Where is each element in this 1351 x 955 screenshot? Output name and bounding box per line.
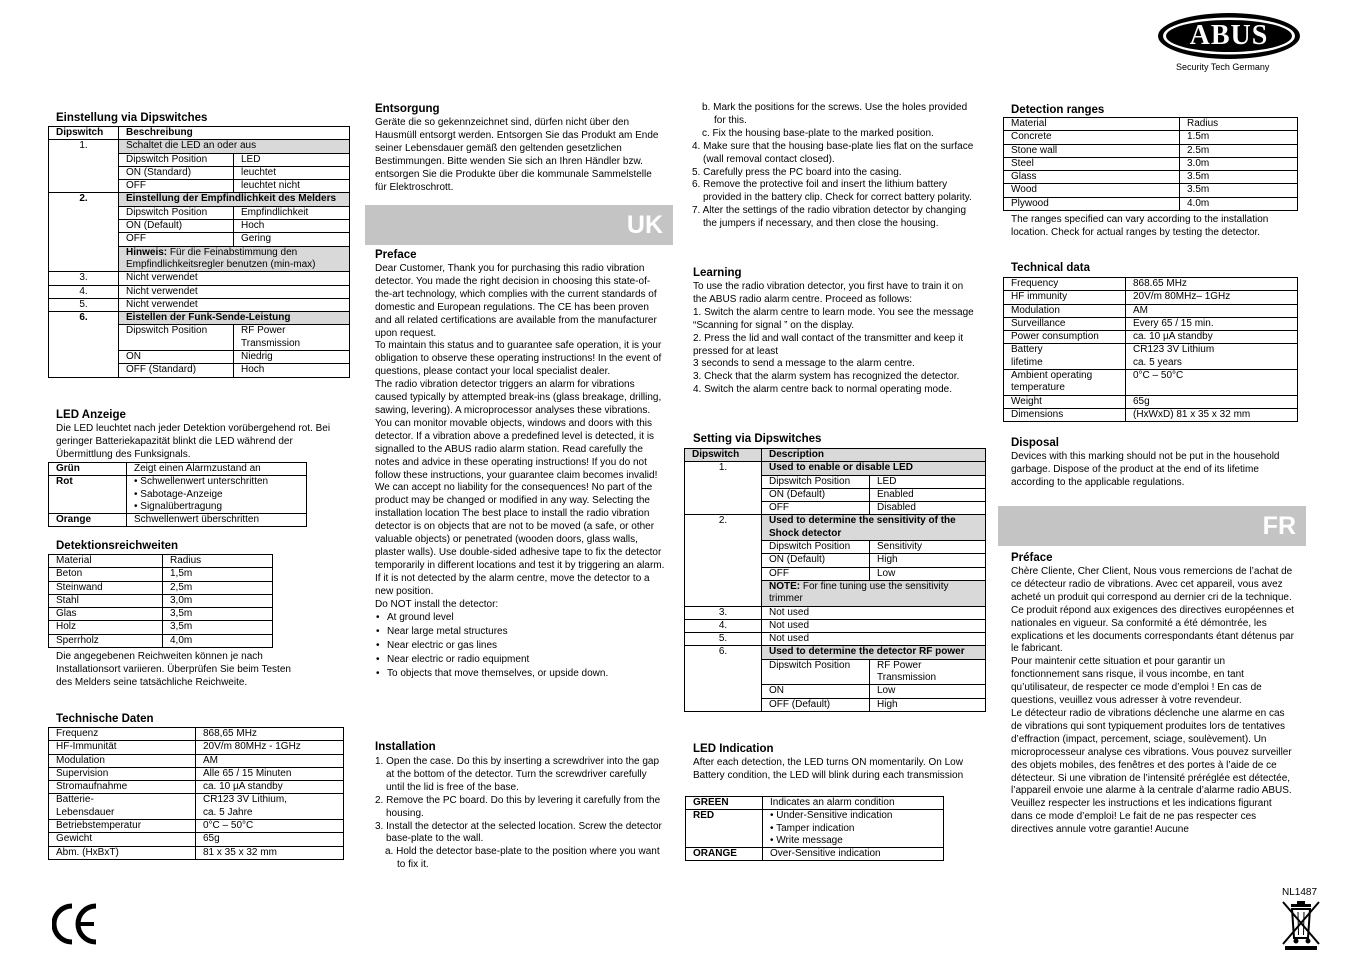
led-line: • Tamper indication <box>770 822 855 834</box>
table-cell: 20V/m 80MHz - 1GHz <box>196 741 344 754</box>
list-item: 6. Remove the protective foil and insert the lithium battery provided in the battery clip. Check for correct battery polarity. <box>692 179 972 204</box>
table-row <box>1004 304 1298 317</box>
table-cell: Every 65 / 15 min. <box>1126 317 1298 330</box>
preface-body-fr <box>1011 566 1296 837</box>
preface-title-uk: Preface <box>375 249 417 261</box>
table-cell: Material <box>1004 118 1180 131</box>
learning-title: Learning <box>693 267 742 279</box>
led-line: • Schwellenwert unterschritten <box>134 476 269 488</box>
crossed-bin-icon <box>1279 898 1323 950</box>
table-row <box>49 794 344 820</box>
table-row <box>1004 331 1298 344</box>
cell: LED <box>870 475 986 488</box>
learn-line: 1. Switch the alarm centre to learn mode. You see the message “Scanning for signal ” on the display. <box>693 306 974 331</box>
table-cell: Supervision <box>49 767 196 780</box>
th-dipswitch: Dipswitch <box>49 127 119 140</box>
table-cell: HF-Immunität <box>49 741 196 754</box>
cell: OFF <box>762 502 870 515</box>
preface-fr-p2: Pour maintenir cette situation et pour garantir un fonctionnement sans risque, il vous incombe, en tant qu’utilisateur, de respecter ce mode d’emploi ! En cas de questions, veuillez vous adresser à votre revendeur. <box>1011 656 1262 707</box>
dip-row: Einstellung der Empfindlichkeit des Melders <box>119 193 350 206</box>
table-cell: 3.0m <box>1180 157 1298 170</box>
install-title-uk: Installation <box>375 741 436 753</box>
table-cell: AM <box>196 754 344 767</box>
cell: ON (Default) <box>762 554 870 567</box>
cell: Grün <box>49 463 127 476</box>
cell: leuchtet <box>234 166 350 179</box>
dip-row: Not used <box>762 633 986 646</box>
dip-title-uk: Setting via Dipswitches <box>693 433 822 445</box>
cell: High <box>870 554 986 567</box>
table-cell: 81 x 35 x 32 mm <box>196 846 344 859</box>
abus-brand: ABUS <box>1189 20 1269 51</box>
table-cell: Sperrholz <box>49 634 163 647</box>
table-cell: 0°C – 50°C <box>1126 370 1298 396</box>
list-item: • To objects that move themselves, or upside down. <box>375 668 665 681</box>
cell: ON (Standard) <box>119 166 234 179</box>
dip-row: Schaltet die LED an oder aus <box>119 140 350 153</box>
table-row <box>1004 370 1298 396</box>
list-item: 4. Make sure that the housing base-plate lies flat on the surface (wall removal contact closed). <box>692 140 974 165</box>
preface-fr-p1: Chère Cliente, Cher Client, Nous vous remercions de l’achat de ce détecteur radio de vibrations. Avec cet appareil, vous avez acheté un produit qui correspond au dernier cri de la technique. Ce produit répond aux exigences des directives européennes et nationales en vigueur. Sa conformité a été démontrée, les explications et les documents correspondants étant détenus par le fabricant. <box>1011 566 1294 655</box>
table-cell: Alle 65 / 15 Minuten <box>196 767 344 780</box>
table-cell: Power consumption <box>1004 331 1126 344</box>
doc-code: NL1487 <box>1282 887 1318 898</box>
table-row <box>49 634 273 647</box>
range-table-uk <box>1003 117 1298 211</box>
table-row <box>49 820 344 833</box>
list-item: c. Fix the housing base-plate to the marked position. <box>702 127 934 139</box>
table-cell: Gewicht <box>49 833 196 846</box>
dip-num: 5. <box>685 633 762 646</box>
th-description: Description <box>762 449 986 462</box>
range-note-uk: The ranges specified can vary according to the installation location. Check for actual ranges by testing the detector. <box>1011 214 1269 238</box>
list-item: 1. Open the case. Do this by inserting a screwdriver into the gap at the bottom of the detector. Turn the screwdriver carefully until the lid is free of the base. <box>375 756 660 793</box>
cell: OFF <box>119 180 234 193</box>
cell: Dipswitch Position <box>762 541 870 554</box>
table-cell: Stone wall <box>1004 144 1180 157</box>
range-title-uk: Detection ranges <box>1011 104 1105 116</box>
table-row <box>1004 278 1298 291</box>
table-cell: 1.5m <box>1180 131 1298 144</box>
cell: Low <box>870 685 986 698</box>
ce-mark-icon <box>52 902 98 946</box>
table-cell: Betriebstemperatur <box>49 820 196 833</box>
table-cell: Abm. (HxBxT) <box>49 846 196 859</box>
cell: ON (Default) <box>762 488 870 501</box>
table-row <box>1004 157 1298 170</box>
table-cell: 0°C – 50°C <box>196 820 344 833</box>
table-cell: ca. 10 µA standby <box>196 781 344 794</box>
list-item: 7. Alter the settings of the radio vibration detector by changing the jumpers if necessary, and then close the housing. <box>692 205 967 230</box>
dip-num: 4. <box>49 285 119 298</box>
preface-p2: To maintain this status and to guarantee safe operation, it is your obligation to observe these operating instructions! In the event of questions, please contact your local specialist dealer. <box>375 340 662 378</box>
table-row <box>1004 118 1298 131</box>
dip-row: Not used <box>762 606 986 619</box>
dip-num: 3. <box>49 272 119 285</box>
dip-row: Used to determine the sensitivity of the Shock detector <box>762 515 986 541</box>
cell: Orange <box>49 514 127 527</box>
led-text-uk: After each detection, the LED turns ON momentarily. On Low Battery condition, the LED will blink during each transmission <box>693 757 964 781</box>
preface-fr-p4: Veuillez respecter les instructions et les indications figurant dans ce mode d’emploi! Le fait de ne pas respecter ces directives annule votre garantie! Aucune <box>1011 798 1272 836</box>
table-cell: 2,5m <box>163 581 273 594</box>
tech-table-de <box>48 727 344 860</box>
table-row <box>1004 184 1298 197</box>
dip-row: Used to enable or disable LED <box>762 462 986 475</box>
dip-row: Nicht verwendet <box>119 272 350 285</box>
cell: ON (Default) <box>119 220 234 233</box>
disposal-text-uk: Devices with this marking should not be put in the household garbage. Dispose of the product at the end of its lifetime according to the applicable regulations. <box>1011 451 1280 488</box>
table-cell: Dimensions <box>1004 408 1126 421</box>
disp-text-de: Geräte die so gekennzeichnet sind, dürfen nicht über den Hausmüll entsorgt werden. Entsorgen Sie das Produkt am Ende seiner Lebensdauer gemäß den geltenden gesetzlichen Bestimmungen. Bitte wenden Sie sich an Ihren Händler bzw. entsorgen Sie die Produkte über die kommunale Sammelstelle für Elektroschrott. <box>375 117 659 193</box>
dip-num: 1. <box>685 462 762 515</box>
cell: Dipswitch Position <box>119 153 234 166</box>
list-item: • Near large metal structures <box>375 626 665 639</box>
table-cell: Steel <box>1004 157 1180 170</box>
table-cell: ca. 10 µA standby <box>1126 331 1298 344</box>
table-row <box>49 846 344 859</box>
cell: Hoch <box>234 220 350 233</box>
cell: Sensitivity <box>870 541 986 554</box>
cell: ON <box>119 351 234 364</box>
install-steps-cont <box>692 102 977 231</box>
led-table-de <box>48 462 307 527</box>
cell: Enabled <box>870 488 986 501</box>
cell: Disabled <box>870 502 986 515</box>
led-title-de: LED Anzeige <box>56 409 126 421</box>
cell: Indicates an alarm condition <box>763 797 944 810</box>
table-row <box>49 568 273 581</box>
table-cell: CR123 3V Lithium ca. 5 years <box>1126 344 1298 370</box>
table-cell: Wood <box>1004 184 1180 197</box>
table-cell: Radius <box>163 555 273 568</box>
table-row <box>49 741 344 754</box>
table-cell: Material <box>49 555 163 568</box>
cell: Dipswitch Position <box>119 206 234 219</box>
note-text: For fine tuning use the sensitivity trimmer <box>769 580 949 605</box>
learn-line: 2. Press the lid and wall contact of the transmitter and keep it pressed for at least <box>693 332 964 357</box>
table-cell: Concrete <box>1004 131 1180 144</box>
table-cell: Ambient operating temperature <box>1004 370 1126 396</box>
dip-row: Used to determine the detector RF power <box>762 646 986 659</box>
table-cell: 4,0m <box>163 634 273 647</box>
led-text-de: Die LED leuchtet nach jeder Detektion vorübergehend rot. Bei geringer Batteriekapazität blinkt die LED während der Übermittlung des Funksignals. <box>56 423 331 460</box>
cell: OFF (Default) <box>762 698 870 711</box>
list-item: b. Mark the positions for the screws. Use the holes provided for this. <box>702 102 968 126</box>
dip-num: 4. <box>685 619 762 632</box>
dip-row: Nicht verwendet <box>119 298 350 311</box>
table-cell: Battery lifetime <box>1004 344 1126 370</box>
led-line: • Signalübertragung <box>134 500 223 512</box>
dip-num: 6. <box>685 646 762 711</box>
cell: Zeigt einen Alarmzustand an <box>127 463 307 476</box>
dip-row: Not used <box>762 619 986 632</box>
cell: ON <box>762 685 870 698</box>
cell: OFF <box>762 567 870 580</box>
table-cell: Glass <box>1004 171 1180 184</box>
cell: Low <box>870 567 986 580</box>
list-item: • Near electric or gas lines <box>375 640 665 653</box>
disposal-title-uk: Disposal <box>1011 437 1059 449</box>
table-cell: Frequenz <box>49 728 196 741</box>
cell: OFF <box>119 233 234 246</box>
table-cell: Batterie- Lebensdauer <box>49 794 196 820</box>
table-row <box>49 594 273 607</box>
tech-table-uk <box>1003 277 1298 422</box>
table-cell: 868.65 MHz <box>1126 278 1298 291</box>
cell: Dipswitch Position <box>762 475 870 488</box>
table-cell: Radius <box>1180 118 1298 131</box>
tech-title-de: Technische Daten <box>56 713 154 725</box>
table-cell: 3.5m <box>1180 184 1298 197</box>
range-title-de: Detektionsreichweiten <box>56 540 179 552</box>
preface-p4: Do NOT install the detector: <box>375 598 499 610</box>
bullet-list <box>375 612 665 681</box>
table-row <box>49 608 273 621</box>
preface-title-fr: Préface <box>1011 552 1053 564</box>
hint-text: Für die Feinabstimmung den Empfindlichkeitsregler benutzen (min-max) <box>126 246 316 270</box>
table-cell: CR123 3V Lithium, ca. 5 Jahre <box>196 794 344 820</box>
dip-row: Nicht verwendet <box>119 285 350 298</box>
table-row <box>49 754 344 767</box>
table-cell: Holz <box>49 621 163 634</box>
table-cell: Steinwand <box>49 581 163 594</box>
cell: Hoch <box>234 364 350 377</box>
install-steps <box>375 756 665 872</box>
led-title-uk: LED Indication <box>693 743 774 755</box>
table-row <box>49 581 273 594</box>
abus-logo <box>1156 11 1302 61</box>
table-row <box>1004 171 1298 184</box>
list-item: • At ground level <box>375 612 665 625</box>
cell: ORANGE <box>686 848 763 861</box>
abus-tagline: Security Tech Germany <box>1176 62 1270 72</box>
hint-label: Hinweis: <box>126 246 168 258</box>
list-item: 2. Remove the PC board. Do this by levering it carefully from the housing. <box>375 794 661 819</box>
preface-p1: Dear Customer, Thank you for purchasing this radio vibration detector. You made the right decision in choosing this state-of-the-art technology, which complies with the current standards of domestic and European regulations. The CE has been proven and all related certifications are available from the manufacturer upon request. <box>375 263 657 339</box>
learn-line: 3. Check that the alarm system has recognized the detector. <box>693 371 960 383</box>
table-cell: 3.5m <box>1180 171 1298 184</box>
learn-line: To use the radio vibration detector, you first have to train it on the ABUS radio alarm centre. Proceed as follows: <box>693 281 964 305</box>
dip-table-de <box>48 126 350 378</box>
table-cell: Weight <box>1004 395 1126 408</box>
range-table-de <box>48 554 273 648</box>
table-row <box>1004 197 1298 210</box>
table-cell: AM <box>1126 304 1298 317</box>
cell: Gering <box>234 233 350 246</box>
th-beschreibung: Beschreibung <box>119 127 350 140</box>
learn-line: 3 seconds to send a message to the alarm centre. <box>693 358 915 370</box>
table-row <box>1004 408 1298 421</box>
table-row <box>1004 144 1298 157</box>
dip-table-uk <box>684 448 986 712</box>
preface-body-uk <box>375 263 665 681</box>
cell <box>763 810 944 848</box>
table-cell: Stromaufnahme <box>49 781 196 794</box>
cell: LED <box>234 153 350 166</box>
dip-num: 2. <box>49 193 119 272</box>
dip-num: 3. <box>685 606 762 619</box>
dip-title-de: Einstellung via Dipswitches <box>56 112 208 124</box>
list-item: • Near electric or radio equipment <box>375 654 665 667</box>
cell: leuchtet nicht <box>234 180 350 193</box>
table-cell: Plywood <box>1004 197 1180 210</box>
preface-fr-p3: Le détecteur radio de vibrations déclenche une alarme en cas de vibrations qui sont typiquement produites lors de tentatives d’effraction (impact, percement, sciage, soulèvement). Un microprocesseur analyse ces vibrations. Vous pouvez surveiller des objets mobiles, des fenêtres et des portes à l’aide de ce détecteur. Si une vibration de l’intensité préréglée est détectée, l’appareil envoie une alarme à la centrale d’alarme radio ABUS. <box>1011 707 1292 797</box>
table-cell: (HxWxD) 81 x 35 x 32 mm <box>1126 408 1298 421</box>
cell <box>127 476 307 514</box>
led-line: • Sabotage-Anzeige <box>134 488 223 500</box>
list-item: a. Hold the detector base-plate to the position where you want to fix it. <box>385 846 660 871</box>
cell: OFF (Standard) <box>119 364 234 377</box>
table-cell: 65g <box>196 833 344 846</box>
table-row <box>49 781 344 794</box>
table-row <box>1004 344 1298 370</box>
table-row <box>49 621 273 634</box>
table-row <box>49 833 344 846</box>
dip-hint <box>119 246 350 272</box>
dip-num: 5. <box>49 298 119 311</box>
list-item: 5. Carefully press the PC board into the casing. <box>692 166 902 178</box>
learning-text <box>693 281 977 397</box>
table-cell: 1,5m <box>163 568 273 581</box>
section-band-uk: UK <box>365 205 673 245</box>
table-cell: Surveillance <box>1004 317 1126 330</box>
cell: RED <box>686 810 763 848</box>
list-item: 3. Install the detector at the selected location. Screw the detector base-plate to the wall. <box>375 820 662 845</box>
led-table-uk <box>685 796 944 861</box>
table-cell: 3,5m <box>163 608 273 621</box>
dip-num: 2. <box>685 515 762 606</box>
table-cell: 3,0m <box>163 594 273 607</box>
table-cell: Stahl <box>49 594 163 607</box>
disp-title-de: Entsorgung <box>375 103 440 115</box>
table-cell: 65g <box>1126 395 1298 408</box>
cell: Dipswitch Position <box>119 325 234 351</box>
dip-num: 1. <box>49 140 119 193</box>
table-cell: 868,65 MHz <box>196 728 344 741</box>
cell: GREEN <box>686 797 763 810</box>
table-cell: Beton <box>49 568 163 581</box>
table-cell: Glas <box>49 608 163 621</box>
table-cell: Frequency <box>1004 278 1126 291</box>
table-row <box>1004 291 1298 304</box>
cell: Niedrig <box>234 351 350 364</box>
cell: RF Power Transmission <box>234 325 350 351</box>
table-cell: HF immunity <box>1004 291 1126 304</box>
table-row <box>1004 317 1298 330</box>
table-row <box>49 555 273 568</box>
tech-title-uk: Technical data <box>1011 262 1091 274</box>
table-row <box>49 728 344 741</box>
range-note-de: Die angegebenen Reichweiten können je nach Installationsort variieren. Überprüfen Sie beim Testen des Melders seine tatsächliche Reichweite. <box>56 651 291 688</box>
cell: Schwellenwert überschritten <box>127 514 307 527</box>
table-cell: 20V/m 80MHz– 1GHz <box>1126 291 1298 304</box>
table-cell: Modulation <box>1004 304 1126 317</box>
dip-row: Eistellen der Funk-Sende-Leistung <box>119 312 350 325</box>
cell: Empfindlichkeit <box>234 206 350 219</box>
table-cell: 4.0m <box>1180 197 1298 210</box>
cell: Rot <box>49 476 127 514</box>
note-label: NOTE: <box>769 580 801 592</box>
dip-note <box>762 580 986 606</box>
table-row <box>1004 131 1298 144</box>
cell: RF Power Transmission <box>870 659 986 685</box>
led-line: • Under-Sensitive indication <box>770 810 893 822</box>
preface-p3: The radio vibration detector triggers an alarm for vibrations caused typically by attempted break-ins (glass breakage, drilling, sawing, levering). A microprocessor analyses these vibrations. You can monitor movable objects, windows and doors with this detector. If a vibration above a predefined level is detected, it is signalled to the ABUS radio alarm station. Read carefully the notes and advice in these operating instructions! If you do not follow these instructions, your guarantee claim becomes invalid! We can accept no liability for the consequences! No part of the product may be changed or modified in any way. Selecting the installation location The best place to install the radio vibration detector is on objects that are not to be moved (a safe, or other valuable objects) or penetrated (wooden doors, glass walls, plaster walls). Use double-sided adhesive tape to fix the detector temporarily in different locations and test it by triggering an alarm. If it is not detected by the alarm centre, move the detector to a new position. <box>375 379 665 597</box>
learn-line: 4. Switch the alarm centre back to normal operating mode. <box>693 384 953 396</box>
cell: Dipswitch Position <box>762 659 870 685</box>
cell: High <box>870 698 986 711</box>
th-dipswitch: Dipswitch <box>685 449 762 462</box>
led-line: • Write message <box>770 834 843 846</box>
dip-num: 6. <box>49 312 119 377</box>
table-row <box>1004 395 1298 408</box>
table-cell: 3,5m <box>163 621 273 634</box>
table-cell: Modulation <box>49 754 196 767</box>
section-band-fr: FR <box>998 506 1306 546</box>
cell: Over-Sensitive indication <box>763 848 944 861</box>
table-row <box>49 767 344 780</box>
table-cell: 2.5m <box>1180 144 1298 157</box>
